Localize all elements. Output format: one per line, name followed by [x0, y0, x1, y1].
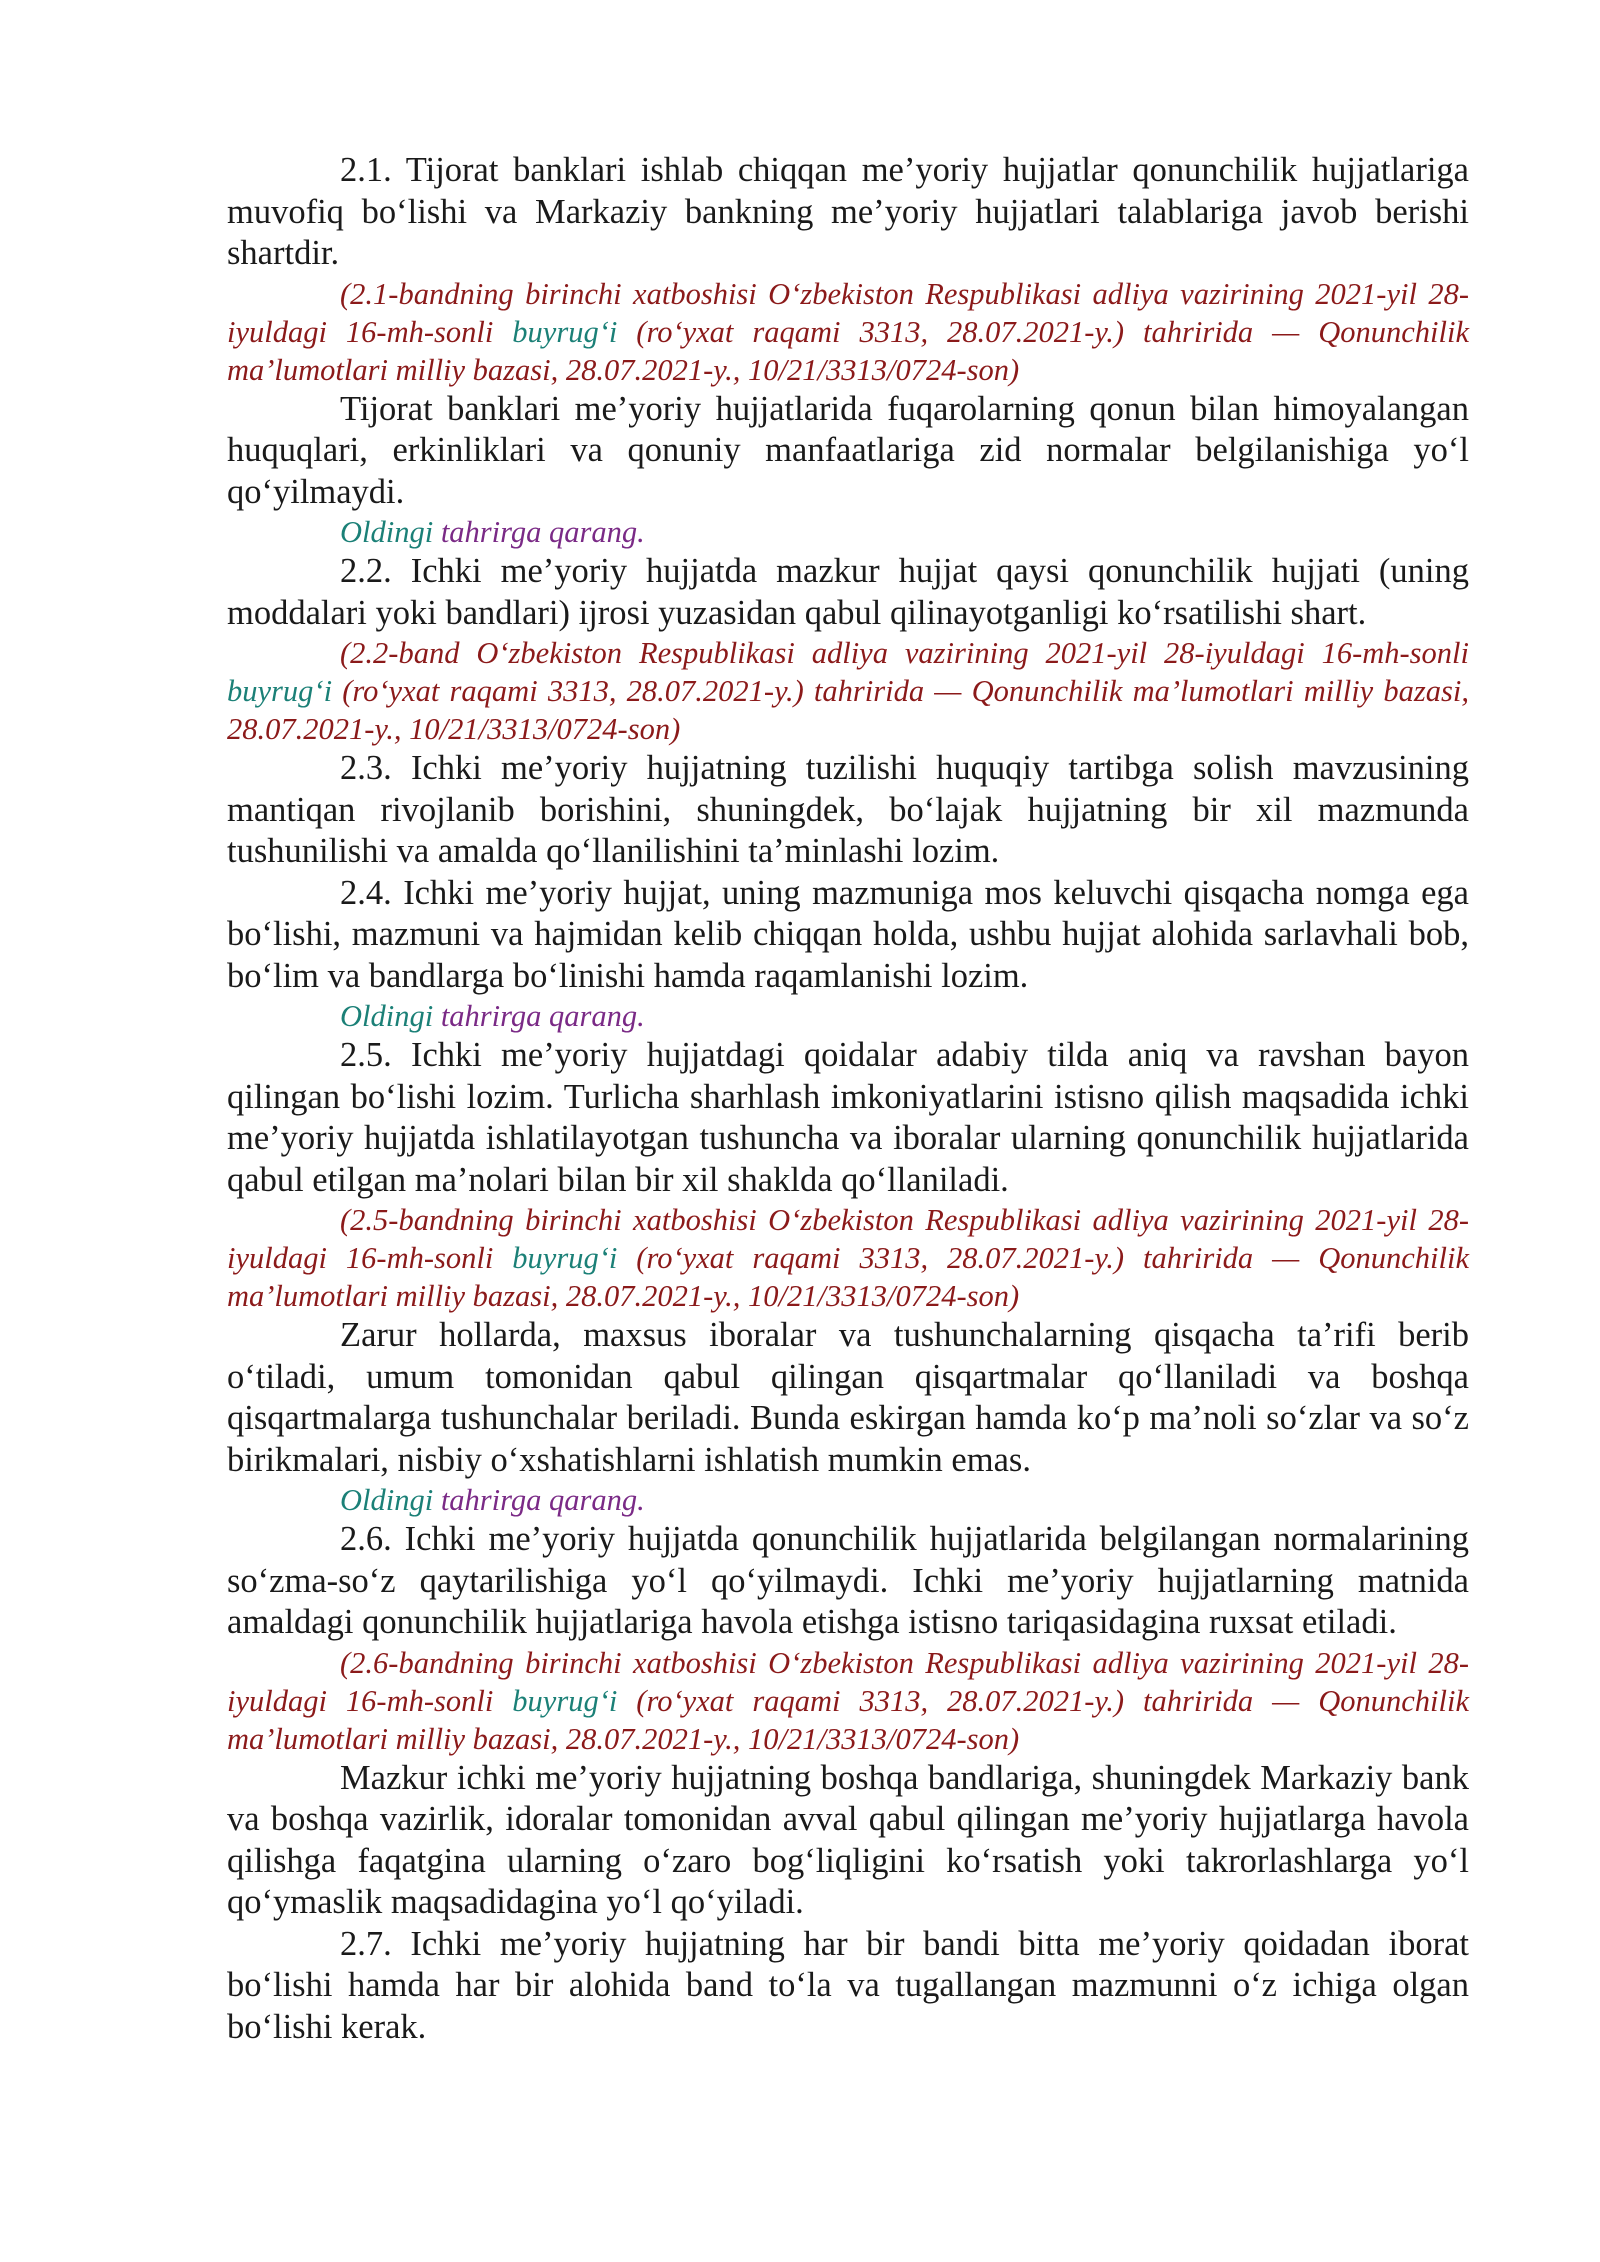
previous-edition-note: [227, 513, 1469, 551]
paragraph-2-6: 2.6. Ichki me’yoriy hujjatda qonunchilik hujjatlarida belgilangan normalarining so‘zma-so‘z qaytarilishiga yo‘l qo‘yilmaydi. Ichki me’yoriy hujjatlarning matnida amaldagi qonunchilik hujjatlariga havola etishga istisno tariqasidagina ruxsat etiladi.: [227, 1520, 1469, 1641]
amendment-note: [227, 1644, 1469, 1758]
paragraph-2-5: 2.5. Ichki me’yoriy hujjatdagi qoidalar adabiy tilda aniq va ravshan bayon qilingan bo‘lishi lozim. Turlicha sharhlash imkoniyatlarini istisno qilish maqsadida ichki me’yoriy hujjatda ishlatilayotgan tushuncha va iboralar ularning qonunchilik hujjatlarida qabul etilgan ma’nolari bilan bir xil shakldа qo‘llaniladi.: [227, 1036, 1469, 1199]
amendment-note: [227, 634, 1469, 748]
document-page: [227, 150, 1469, 2048]
order-link[interactable]: buyrug‘i: [227, 674, 333, 708]
note-text: (2.6-bandning birinchi xatboshisi O‘zbekiston Respublikasi adliya vazirining 2021-yil 28-iyuldagi 16-mh-sonli: [227, 1645, 1469, 1718]
previous-edition-note: [227, 1481, 1469, 1519]
paragraph-2-3: 2.3. Ichki me’yoriy hujjatning tuzilishi huquqiy tartibga solish mavzusining mantiqan rivojlanib borishini, shuningdek, bo‘lajak hujjatning bir xil mazmunda tushunilishi va amalda qo‘llanilishini ta’minlashi lozim.: [227, 749, 1469, 870]
order-link[interactable]: buyrug‘i: [512, 314, 618, 349]
order-link[interactable]: buyrug‘i: [512, 1683, 618, 1718]
previous-edition-link[interactable]: Oldingi: [340, 515, 434, 549]
paragraph-2-4: 2.4. Ichki me’yoriy hujjat, uning mazmuniga mos keluvchi qisqacha nomga ega bo‘lishi, mazmuni va hajmidan kelib chiqqan holda, ushbu hujjat alohida sarlavhali bob, bo‘lim va bandlarga bo‘linishi hamda raqamlanishi lozim.: [227, 873, 1469, 995]
note-text: (2.2-band O‘zbekiston Respublikasi adliya vazirining 2021-yil 28-iyuldagi 16-mh-sonli: [340, 636, 1469, 670]
see-edition-link[interactable]: tahrirga qarang.: [440, 1483, 645, 1517]
note-text: (2.5-bandning birinchi xatboshisi O‘zbekiston Respublikasi adliya vazirining 2021-yil 28-iyuldagi 16-mh-sonli: [227, 1203, 1469, 1275]
paragraph-2-1: 2.1. Tijorat banklari ishlab chiqqan me’yoriy hujjatlar qonunchilik hujjatlariga muvofiq bo‘lishi va Markaziy bankning me’yoriy hujjatlari talablariga javob berishi shartdir.: [227, 151, 1469, 272]
previous-edition-note: [227, 997, 1469, 1035]
note-text: (ro‘yxat raqami 3313, 28.07.2021-y.) tahririda — Qonunchilik ma’lumotlari milliy bazasi, 28.07.2021-y., 10/21/3313/0724-son): [227, 674, 1469, 746]
note-text: (ro‘yxat raqami 3313, 28.07.2021-y.) tahririda — Qonunchilik ma’lumotlari milliy bazasi, 28.07.2021-y., 10/21/3313/0724-son): [227, 1683, 1469, 1756]
see-edition-link[interactable]: tahrirga qarang.: [440, 999, 645, 1033]
paragraph: Mazkur ichki me’yoriy hujjatning boshqa bandlariga, shuningdek Markaziy bank va boshqa vazirlik, idoralar tomonidan avval qabul qilingan me’yoriy hujjatlarga havola qilishga faqatgina ularning o‘zaro bog‘liqligini ko‘rsatish yoki takrorlashlarga yo‘l qo‘ymaslik maqsadidagina yo‘l qo‘yiladi.: [227, 1758, 1469, 1921]
paragraph: Tijorat banklari me’yoriy hujjatlarida fuqarolarning qonun bilan himoyalangan huquqlari, erkinliklari va qonuniy manfaatlariga zid normalar belgilanishiga yo‘l qo‘yilmaydi.: [227, 389, 1469, 511]
paragraph: Zarur hollarda, maxsus iboralar va tushunchalarning qisqacha ta’rifi berib o‘tiladi, umum tomonidan qabul qilingan qisqartmalar qo‘llaniladi va boshqa qisqartmalarga tushunchalar beriladi. Bunda eskirgan hamda ko‘p ma’noli so‘zlar va so‘z birikmalari, nisbiy o‘xshatishlarni ishlatish mumkin emas.: [227, 1316, 1469, 1479]
order-link[interactable]: buyrug‘i: [512, 1241, 618, 1275]
note-text: (2.1-bandning birinchi xatboshisi O‘zbekiston Respublikasi adliya vazirining 2021-yil 28-iyuldagi 16-mh-sonli: [227, 276, 1469, 349]
previous-edition-link[interactable]: Oldingi: [340, 1483, 434, 1517]
paragraph-2-2: 2.2. Ichki me’yoriy hujjatda mazkur hujjat qaysi qonunchilik hujjati (uning moddalari yoki bandlari) ijrosi yuzasidan qabul qilinayotganligi ko‘rsatilishi shart.: [227, 552, 1469, 632]
previous-edition-link[interactable]: Oldingi: [340, 999, 434, 1033]
note-text: (ro‘yxat raqami 3313, 28.07.2021-y.) tahririda — Qonunchilik ma’lumotlari milliy bazasi, 28.07.2021-y., 10/21/3313/0724-son): [227, 1241, 1469, 1313]
amendment-note: [227, 275, 1469, 389]
see-edition-link[interactable]: tahrirga qarang.: [440, 515, 645, 549]
note-text: (ro‘yxat raqami 3313, 28.07.2021-y.) tahririda — Qonunchilik ma’lumotlari milliy bazasi, 28.07.2021-y., 10/21/3313/0724-son): [227, 314, 1469, 387]
amendment-note: [227, 1201, 1469, 1315]
paragraph-2-7: 2.7. Ichki me’yoriy hujjatning har bir bandi bitta me’yoriy qoidadan iborat bo‘lishi hamda har bir alohida band to‘la va tugallangan mazmunni o‘z ichiga olgan bo‘lishi kerak.: [227, 1924, 1469, 2046]
